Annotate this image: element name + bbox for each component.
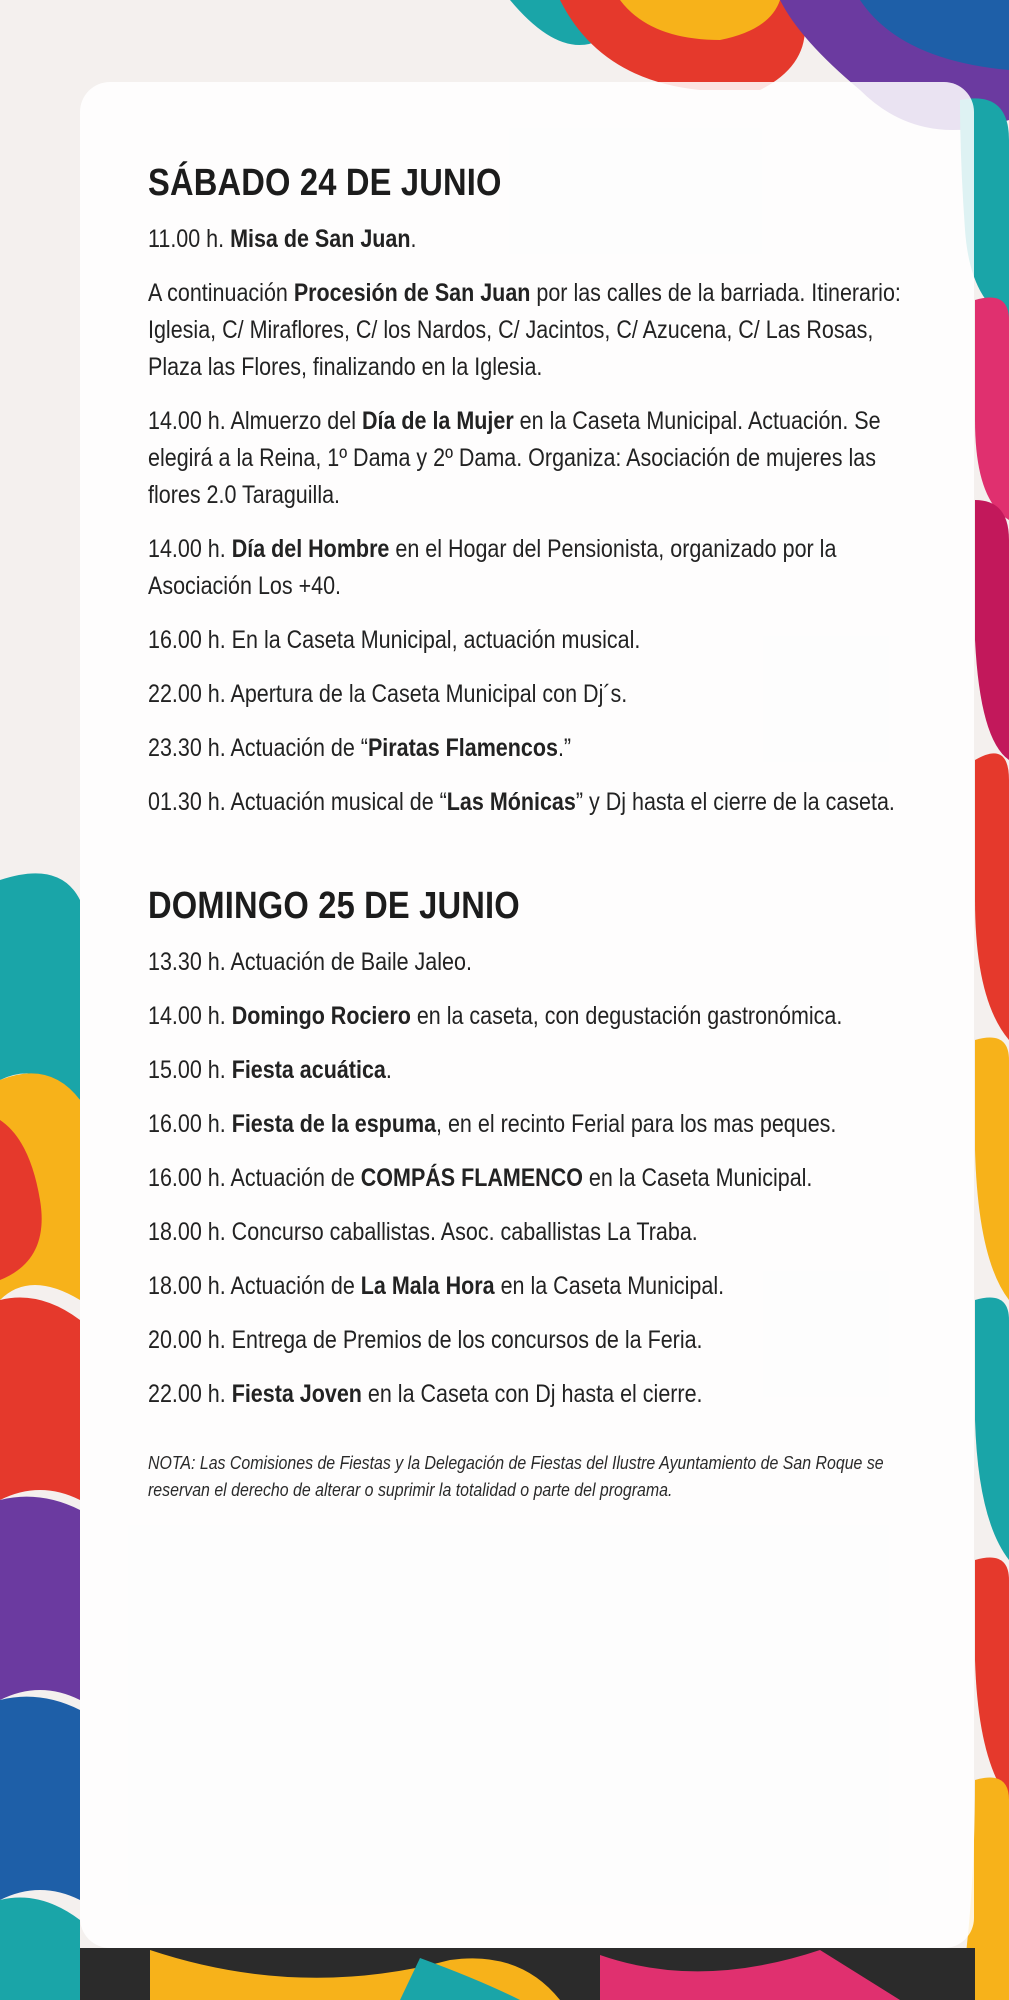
event-item: [148, 1322, 913, 1359]
event-text: por las calles de la barriada. Itinerario: Iglesia, C/ Miraflores, C/ los Nardos, C/ Jacintos, C/ Azucena, C/ Las Rosas, Plaza las Flores, finalizando en la Iglesia.: [148, 279, 901, 381]
event-text: 18.00 h. Actuación de: [148, 1272, 361, 1300]
event-item: [148, 1106, 913, 1143]
event-item: [148, 221, 913, 258]
event-item: [148, 622, 913, 659]
event-text: en la Caseta con Dj hasta el cierre.: [361, 1380, 703, 1408]
event-text: 16.00 h. Actuación de: [148, 1164, 361, 1192]
event-highlight: Domingo Rociero: [231, 1002, 411, 1030]
event-text: 11.00 h.: [148, 225, 231, 253]
event-item: [148, 676, 913, 713]
event-item: [148, 784, 913, 821]
event-highlight: Piratas Flamencos: [367, 734, 558, 762]
event-highlight: La Mala Hora: [360, 1272, 495, 1300]
event-item: [148, 531, 913, 605]
event-item: [148, 1160, 913, 1197]
event-item: [148, 1268, 913, 1305]
event-text: .: [410, 225, 417, 253]
event-highlight: Día del Hombre: [231, 535, 390, 563]
event-text: 14.00 h. Almuerzo del: [148, 407, 362, 435]
event-highlight: COMPÁS FLAMENCO: [360, 1164, 583, 1192]
event-highlight: Fiesta de la espuma: [231, 1110, 437, 1138]
event-highlight: Día de la Mujer: [361, 407, 514, 435]
section-title: DOMINGO 25 DE JUNIO: [148, 885, 520, 927]
event-text: , en el recinto Ferial para los mas peques.: [436, 1110, 837, 1138]
event-highlight: Procesión de San Juan: [293, 279, 531, 307]
event-text: 14.00 h.: [148, 535, 232, 563]
event-text: 18.00 h. Concurso caballistas. Asoc. caballistas La Traba.: [148, 1218, 698, 1246]
event-item: [148, 944, 913, 981]
event-text: 22.00 h. Apertura de la Caseta Municipal con Dj´s.: [148, 680, 628, 708]
event-highlight: Fiesta Joven: [231, 1380, 362, 1408]
event-item: [148, 403, 913, 514]
event-item: [148, 1376, 913, 1413]
program-card: [80, 82, 974, 1948]
event-text: 16.00 h.: [148, 1110, 232, 1138]
event-text: A continuación: [148, 279, 294, 307]
event-text: en la Caseta Municipal.: [494, 1272, 725, 1300]
program-sections: [148, 162, 914, 1413]
event-text: 14.00 h.: [148, 1002, 232, 1030]
event-text: 13.30 h. Actuación de Baile Jaleo.: [148, 948, 472, 976]
event-item: [148, 1052, 913, 1089]
event-text: 01.30 h. Actuación musical de “: [148, 788, 447, 816]
section-title: SÁBADO 24 DE JUNIO: [148, 162, 502, 204]
event-highlight: Misa de San Juan: [230, 225, 411, 253]
event-text: en la Caseta Municipal. Actuación. Se elegirá a la Reina, 1º Dama y 2º Dama. Organiza: Asociación de mujeres las flores 2.0 Taraguilla.: [148, 407, 881, 509]
disclaimer-note: NOTA: Las Comisiones de Fiestas y la Delegación de Fiestas del Ilustre Ayuntamiento de San Roque se reservan el derecho de alterar o suprimir la totalidad o parte del programa.: [148, 1452, 884, 1500]
event-text: ” y Dj hasta el cierre de la caseta.: [575, 788, 895, 816]
event-item: [148, 1214, 913, 1251]
event-text: .”: [557, 734, 572, 762]
event-text: .: [385, 1056, 392, 1084]
event-text: 16.00 h. En la Caseta Municipal, actuación musical.: [148, 626, 641, 654]
event-item: [148, 275, 913, 386]
event-highlight: Las Mónicas: [446, 788, 576, 816]
event-text: 23.30 h. Actuación de “: [148, 734, 368, 762]
event-highlight: Fiesta acuática: [231, 1056, 386, 1084]
event-text: en el Hogar del Pensionista, organizado por la Asociación Los +40.: [148, 535, 837, 600]
event-text: 22.00 h.: [148, 1380, 232, 1408]
event-text: 20.00 h. Entrega de Premios de los concursos de la Feria.: [148, 1326, 703, 1354]
event-text: en la Caseta Municipal.: [582, 1164, 813, 1192]
event-item: [148, 998, 913, 1035]
event-text: en la caseta, con degustación gastronómica.: [410, 1002, 843, 1030]
event-item: [148, 730, 913, 767]
event-text: 15.00 h.: [148, 1056, 232, 1084]
